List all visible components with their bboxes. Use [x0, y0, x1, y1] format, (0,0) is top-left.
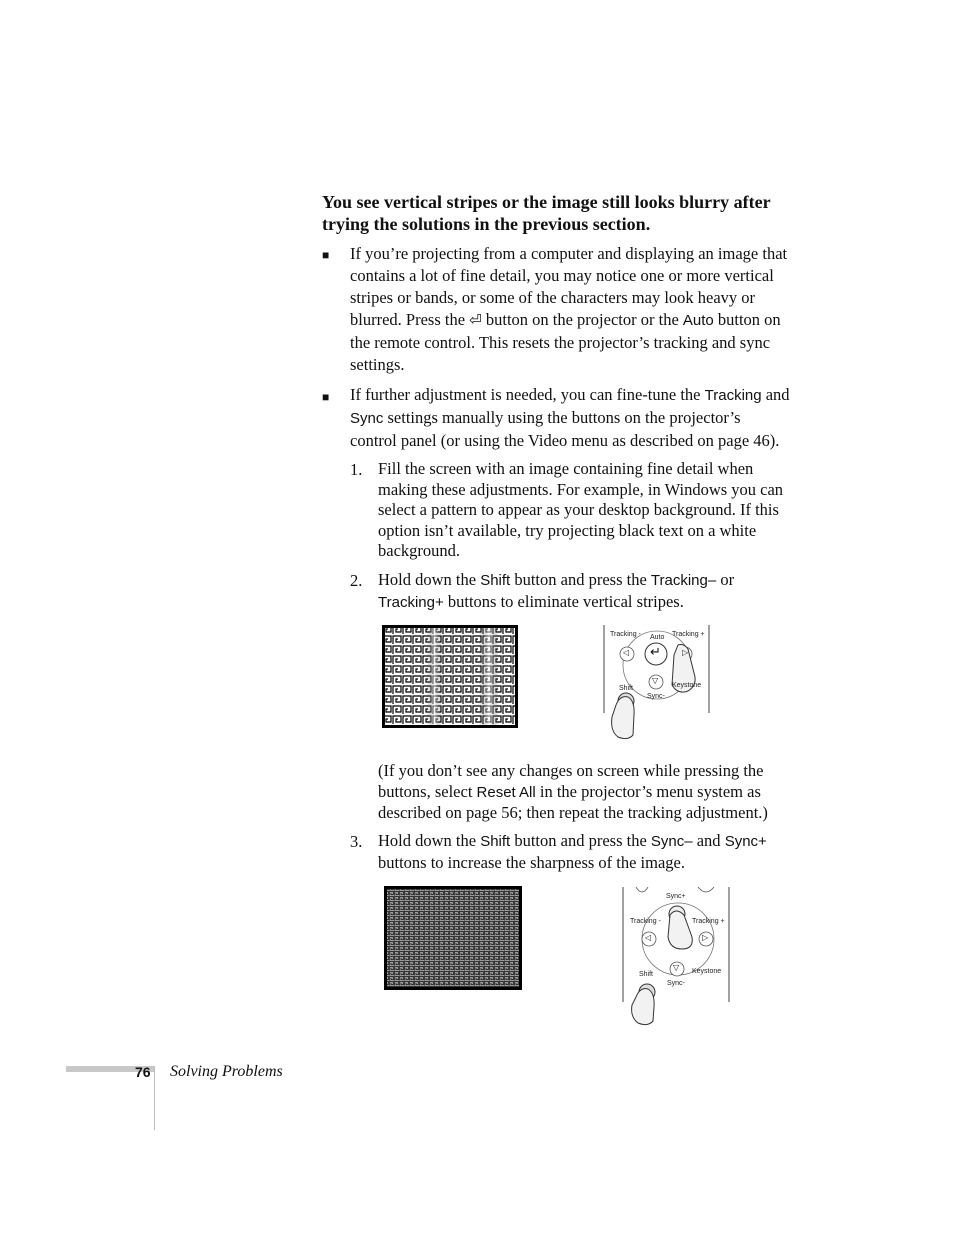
step-2-text	[378, 570, 790, 613]
tracking-minus-label: Tracking–	[650, 572, 717, 589]
step-number: 1.	[350, 460, 363, 479]
striped-pattern-image	[382, 625, 518, 728]
shift-label: Shift	[480, 833, 511, 850]
control-panel-figure-1	[602, 625, 712, 743]
section-heading: You see vertical stripes or the image still looks blurry after trying the solutions in the previous section.	[322, 192, 771, 234]
auto-label: Auto	[682, 312, 714, 329]
step-number: 3.	[350, 832, 363, 851]
step-1-text: Fill the screen with an image containing fine detail when making these adjustments. For example, in Windows you can select a pattern to appear as your desktop background. If this option isn’t available, try projecting black text on a white background.	[378, 459, 784, 560]
control-panel-outline	[620, 887, 732, 1027]
page-number: 76	[135, 1064, 151, 1080]
step3-text-b: button and press the	[514, 831, 647, 850]
sync-label: Sync	[350, 410, 384, 427]
auto-label: Auto	[650, 634, 665, 641]
tracking-minus-label: Tracking -	[630, 918, 661, 925]
step3-text-c: and	[696, 831, 721, 850]
note-text-b: in the projector’s menu system as described on page 56; then repeat the tracking adjustment.)	[378, 781, 768, 822]
bullet2-text-a: If further adjustment is needed, you can fine-tune the	[350, 385, 701, 404]
left-arrow-icon: ◁	[645, 933, 652, 942]
bullet2-text-b: and	[765, 385, 790, 404]
tracking-plus-label: Tracking +	[672, 631, 705, 638]
step-3-text	[378, 831, 790, 873]
step2-text-b: button and press the	[514, 570, 647, 589]
keystone-label: Keystone	[672, 682, 702, 689]
step-number: 2.	[350, 571, 363, 590]
shift-label: Shift	[639, 971, 654, 978]
tracking-minus-label: Tracking -	[610, 631, 641, 638]
bullet1-text-b: button on the projector or the	[485, 310, 679, 329]
sync-minus-label: Sync-	[647, 693, 665, 700]
section-name: Solving Problems	[170, 1063, 283, 1080]
bullet1-text-c: button on the remote control. This resets the projector’s tracking and sync settings.	[350, 310, 781, 374]
keystone-label: Keystone	[692, 968, 722, 975]
reset-all-label: Reset All	[476, 783, 536, 801]
bullet1-text-a: If you’re projecting from a computer and displaying an image that contains a lot of fine detail, you may notice one or more vertical stripes or bands, or some of the characters may look heavy or blurred. Press the	[350, 244, 788, 329]
step3-text-d: buttons to increase the sharpness of the image.	[378, 852, 685, 872]
enter-icon: ↵	[650, 645, 661, 660]
right-arrow-icon: ▷	[682, 648, 689, 657]
right-arrow-icon: ▷	[702, 933, 709, 942]
step2-text-a: Hold down the	[378, 570, 477, 589]
bullet-marker: ■	[322, 248, 330, 262]
note-paragraph	[378, 761, 790, 824]
sync-plus-label: Sync+	[724, 833, 767, 850]
step2-text-c: or	[720, 570, 735, 589]
bullet-paragraph-2	[350, 384, 790, 452]
shift-label: Shift	[619, 685, 634, 692]
control-panel-figure-2	[620, 887, 732, 1027]
note-text-a: (If you don’t see any changes on screen while pressing the buttons, select	[378, 761, 764, 801]
sync-plus-label: Sync+	[666, 893, 686, 900]
left-arrow-icon: ◁	[623, 648, 630, 657]
tracking-plus-label: Tracking+	[378, 593, 444, 611]
footer-rule	[154, 1066, 155, 1130]
tracking-plus-label: Tracking +	[692, 918, 725, 925]
down-arrow-icon: ▽	[652, 676, 659, 685]
fine-pattern-image	[384, 886, 522, 990]
tracking-label: Tracking	[704, 387, 762, 404]
step2-text-d: buttons to eliminate vertical stripes.	[447, 591, 684, 611]
down-arrow-icon: ▽	[673, 963, 680, 972]
enter-icon: ⏎	[469, 312, 482, 329]
sync-minus-label: Sync–	[650, 833, 693, 850]
bullet-marker: ■	[322, 390, 330, 404]
bullet-paragraph-1	[350, 243, 790, 376]
sync-minus-label: Sync-	[667, 980, 685, 987]
step3-text-a: Hold down the	[378, 831, 477, 850]
bullet2-text-c: settings manually using the buttons on the projector’s control panel (or using the Video menu as described on page 46).	[350, 408, 780, 450]
shift-label: Shift	[480, 572, 511, 589]
